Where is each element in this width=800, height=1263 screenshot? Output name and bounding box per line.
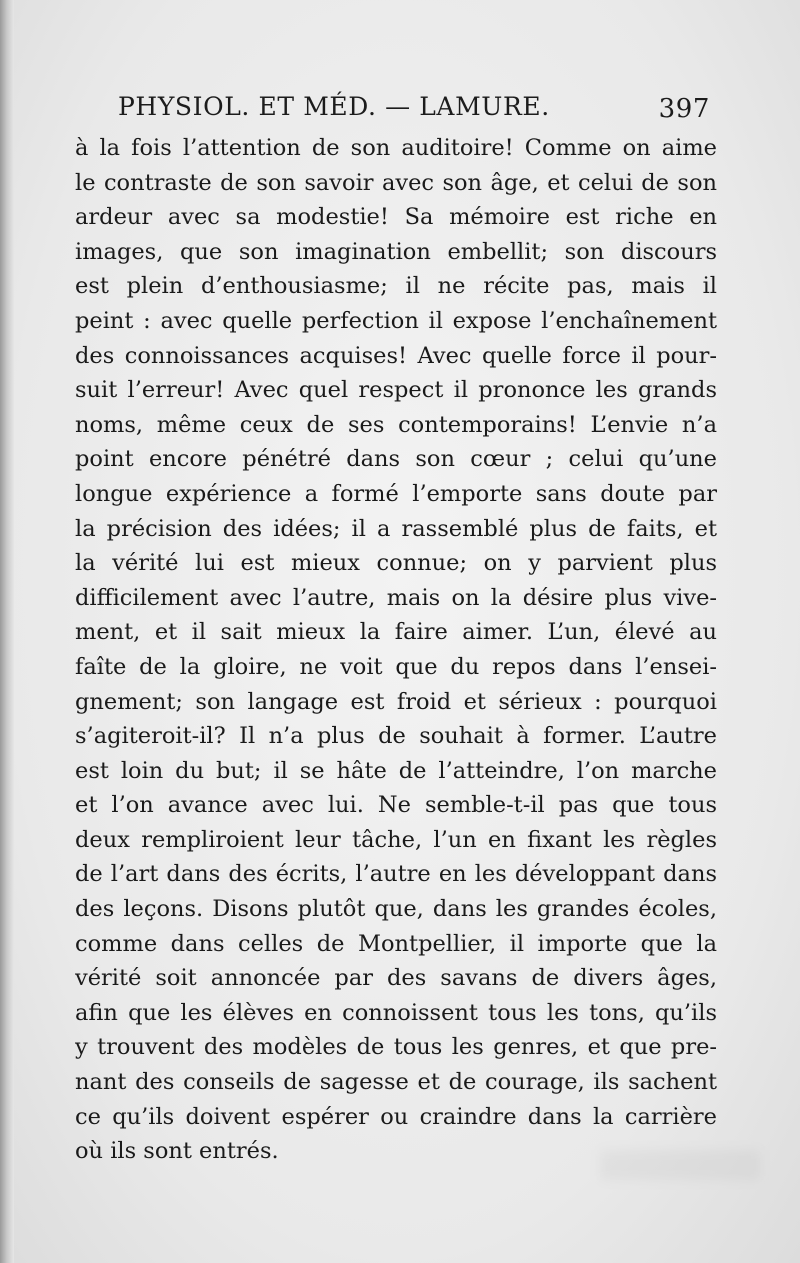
text-line: comme dans celles de Montpellier, il importe que la: [75, 930, 717, 957]
text-line: la précision des idées; il a rassemblé plus de faits, et: [75, 515, 717, 542]
running-head: [118, 92, 710, 132]
text-line: est loin du but; il se hâte de l’atteindre, l’on marche: [75, 757, 717, 784]
text-line: noms, même ceux de ses contemporains! L’envie n’a: [75, 411, 717, 438]
text-line: nant des conseils de sagesse et de courage, ils sachent: [75, 1069, 717, 1096]
text-line: faîte de la gloire, ne voit que du repos dans l’ensei-: [75, 653, 717, 680]
text-line: images, que son imagination embellit; son discours: [75, 238, 717, 265]
page-gutter-shadow: [0, 0, 14, 1263]
text-line: ment, et il sait mieux la faire aimer. L’un, élevé au: [75, 619, 717, 646]
text-line: afin que les élèves en connoissent tous les tons, qu’ils: [75, 999, 717, 1026]
text-line: ce qu’ils doivent espérer ou craindre dans la carrière: [75, 1103, 717, 1130]
body-text: [75, 131, 717, 1169]
text-line: où ils sont entrés.: [75, 1138, 279, 1165]
text-line: peint : avec quelle perfection il expose l’enchaînement: [75, 307, 717, 334]
text-line: de l’art dans des écrits, l’autre en les développant dans: [75, 861, 717, 888]
text-line: la vérité lui est mieux connue; on y parvient plus: [75, 550, 717, 577]
text-line: point encore pénétré dans son cœur ; celui qu’une: [75, 446, 717, 473]
text-line: à la fois l’attention de son auditoire! Comme on aime: [75, 135, 717, 161]
running-title: PHYSIOL. ET MÉD. — LAMURE.: [118, 92, 550, 121]
text-line: y trouvent des modèles de tous les genres, et que pre-: [75, 1034, 717, 1061]
text-line: ardeur avec sa modestie! Sa mémoire est riche en: [75, 204, 717, 231]
text-line: s’agiteroit-il? Il n’a plus de souhait à former. L’autre: [75, 723, 717, 750]
show-through-smudge: [600, 1150, 760, 1180]
text-line: des connoissances acquises! Avec quelle force il pour-: [75, 342, 717, 369]
text-line: le contraste de son savoir avec son âge, et celui de son: [75, 169, 717, 196]
text-line: gnement; son langage est froid et sérieux : pourquoi: [75, 688, 717, 715]
text-line: et l’on avance avec lui. Ne semble-t-il pas que tous: [75, 792, 717, 819]
text-line: des leçons. Disons plutôt que, dans les grandes écoles,: [75, 896, 717, 923]
text-line: deux rempliroient leur tâche, l’un en fixant les règles: [75, 826, 717, 853]
text-line: est plein d’enthousiasme; il ne récite pas, mais il: [75, 273, 717, 300]
text-line: vérité soit annoncée par des savans de divers âges,: [75, 965, 717, 992]
page-number: 397: [658, 94, 710, 124]
text-line: longue expérience a formé l’emporte sans doute par: [75, 480, 717, 507]
text-line: difficilement avec l’autre, mais on la désire plus vive-: [75, 584, 717, 611]
text-line: suit l’erreur! Avec quel respect il prononce les grands: [75, 377, 717, 404]
